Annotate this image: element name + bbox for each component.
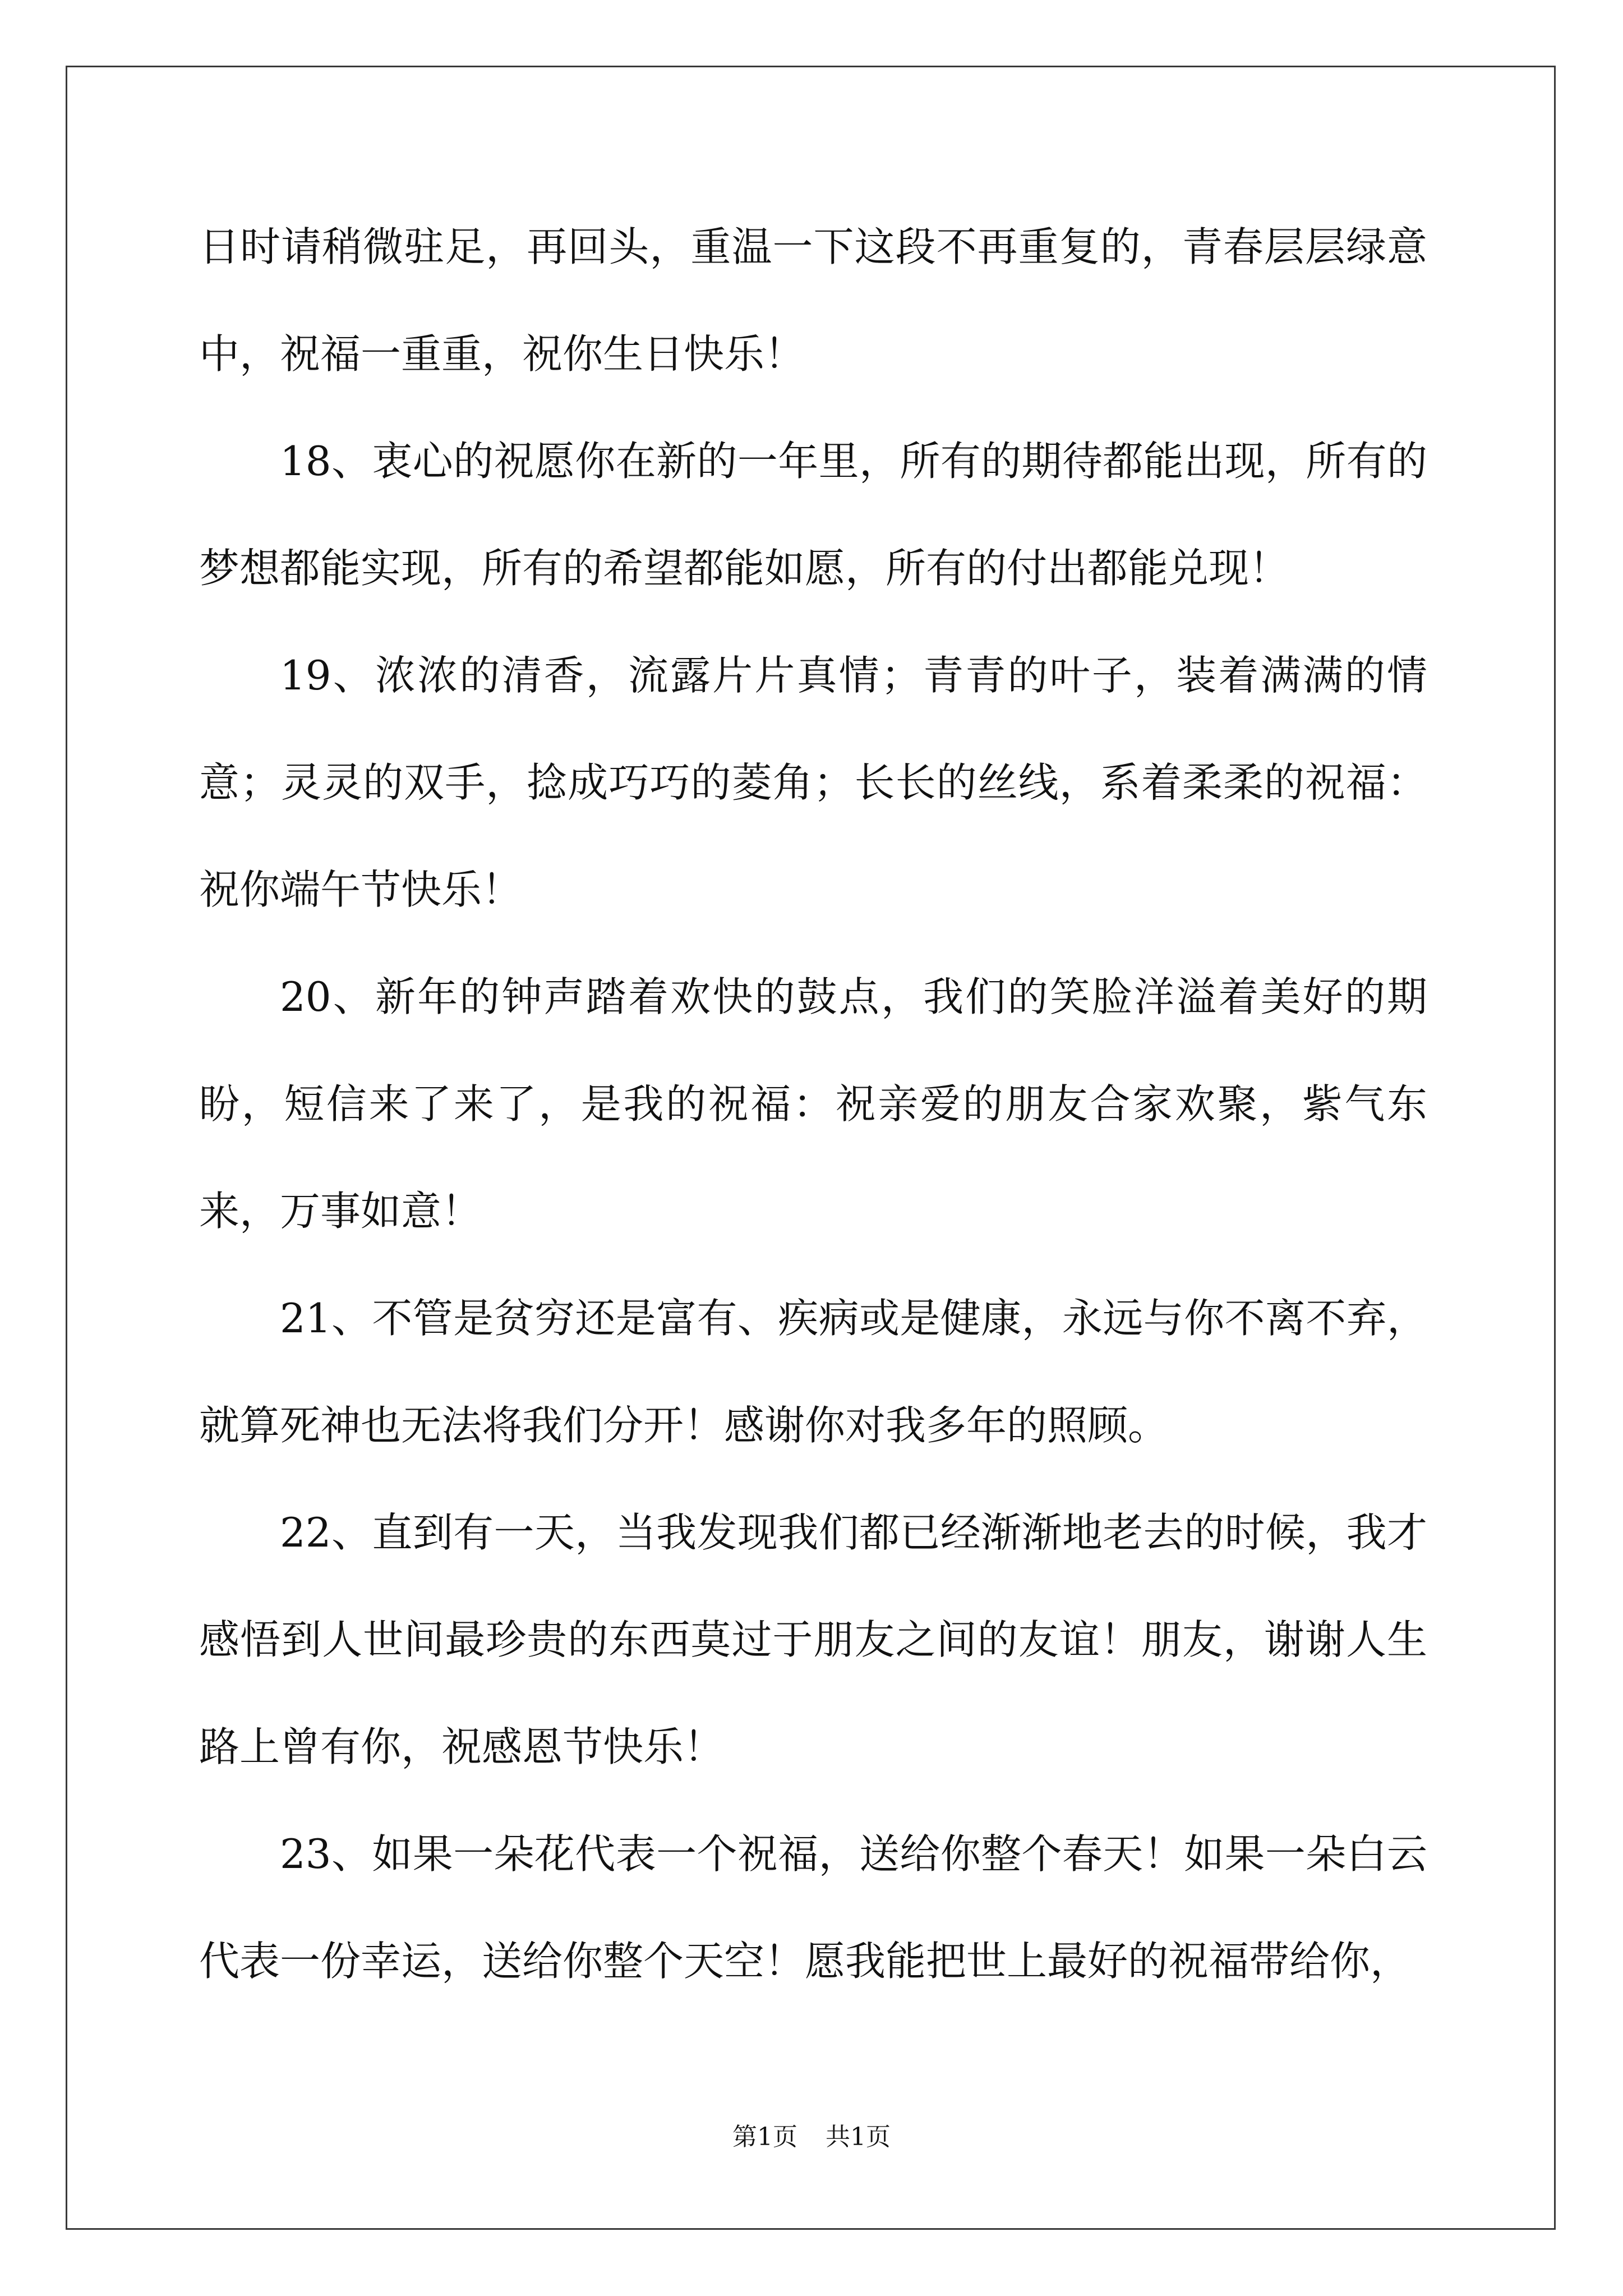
paragraph: 23、如果一朵花代表一个祝福，送给你整个春天！如果一朵白云代表一份幸运，送给你整个天空！愿我能把世上最好的祝福带给你， — [199, 1830, 1427, 1985]
page-total: 共1页 — [826, 2123, 891, 2151]
paragraph: 19、浓浓的清香，流露片片真情；青青的叶子，装着满满的情意；灵灵的双手，捻成巧巧的菱角；长长的丝线，系着柔柔的祝福：祝你端午节快乐！ — [199, 652, 1427, 913]
paragraph: 18、衷心的祝愿你在新的一年里，所有的期待都能出现，所有的梦想都能实现，所有的希望都能如愿，所有的付出都能兑现！ — [199, 438, 1427, 592]
paragraph: 20、新年的钟声踏着欢快的鼓点，我们的笑脸洋溢着美好的期盼，短信来了来了，是我的祝福：祝亲爱的朋友合家欢聚，紫气东来，万事如意！ — [199, 973, 1427, 1235]
paragraph: 22、直到有一天，当我发现我们都已经渐渐地老去的时候，我才感悟到人世间最珍贵的东西莫过于朋友之间的友谊！朋友，谢谢人生路上曾有你，祝感恩节快乐！ — [199, 1509, 1427, 1770]
page-footer — [0, 2116, 1623, 2152]
paragraph: 日时请稍微驻足，再回头，重温一下这段不再重复的，青春层层绿意中，祝福一重重，祝你生日快乐！ — [199, 223, 1427, 378]
document-body — [199, 194, 1427, 2015]
paragraph: 21、不管是贫穷还是富有、疾病或是健康，永远与你不离不弃，就算死神也无法将我们分开！感谢你对我多年的照顾。 — [199, 1295, 1427, 1449]
page-number: 第1页 — [732, 2123, 797, 2151]
